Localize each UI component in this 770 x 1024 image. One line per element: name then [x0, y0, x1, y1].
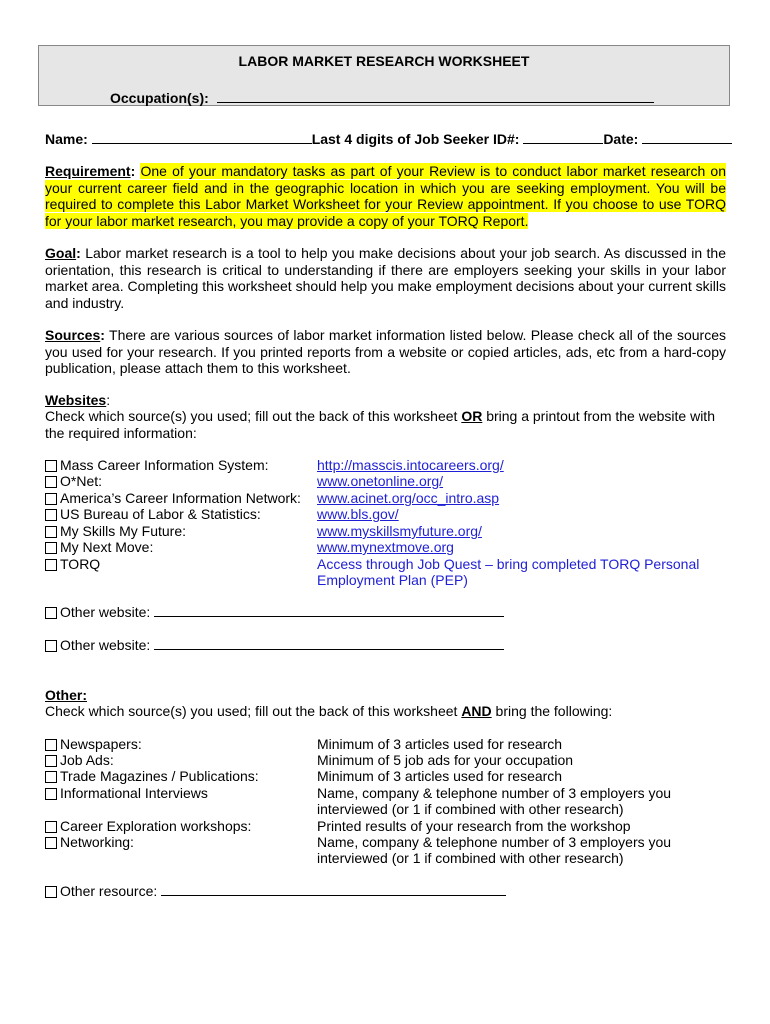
other-website-input-line[interactable]	[154, 637, 504, 650]
website-link[interactable]: www.acinet.org/occ_intro.asp	[317, 490, 500, 506]
goal-label: Goal	[45, 245, 77, 261]
job-seeker-id-input-line[interactable]	[523, 131, 603, 144]
checkbox[interactable]	[45, 837, 57, 849]
checkbox[interactable]	[45, 542, 57, 554]
checkbox[interactable]	[45, 526, 57, 538]
website-link[interactable]: www.myskillsmyfuture.org/	[317, 523, 482, 539]
requirement-text: One of your mandatory tasks as part of your Review is to conduct labor market research on your current career field and in the geographic location in which you are seeking employment. You will be required to complete this Labor Market Worksheet for your Review appointment. If you choose to use TORQ for your labor market research, you may provide a copy of your TORQ Report.	[45, 163, 726, 229]
checkbox[interactable]	[45, 493, 57, 505]
checkbox[interactable]	[45, 460, 57, 472]
other-website-input-line[interactable]	[154, 604, 504, 617]
other-resource-row: Other resource:	[45, 883, 506, 900]
checkbox[interactable]	[45, 886, 57, 898]
website-link[interactable]: http://masscis.intocareers.org/	[317, 457, 504, 473]
header-box	[38, 45, 730, 106]
checkbox[interactable]	[45, 821, 57, 833]
website-link[interactable]: www.bls.gov/	[317, 506, 399, 522]
goal-text: Labor market research is a tool to help you make decisions about your job search. As discussed in the orientation, this research is critical to understanding if there are employers seeking your skills in your labor market area. Completing this worksheet should help you make employment decisions about your current skills and industry.	[45, 245, 726, 311]
checkbox[interactable]	[45, 739, 57, 751]
website-link[interactable]: www.onetonline.org/	[317, 473, 444, 489]
identity-fields	[45, 131, 732, 148]
checkbox[interactable]	[45, 771, 57, 783]
torq-instruction: Access through Job Quest – bring completed TORQ Personal Employment Plan (PEP)	[317, 556, 700, 589]
checkbox[interactable]	[45, 509, 57, 521]
checkbox[interactable]	[45, 559, 57, 571]
other-resource-input-line[interactable]	[161, 883, 506, 896]
requirement-paragraph: Requirement: One of your mandatory tasks as part of your Review is to conduct labor market research on your current career field and in the geographic location in which you are seeking employment. You will be required to complete this Labor Market Worksheet for your Review appointment. If you choose to use TORQ for your labor market research, you may provide a copy of your TORQ Report.	[45, 163, 726, 229]
other-heading: Other:	[45, 687, 87, 703]
other-instruction: Check which source(s) you used; fill out the back of this worksheet AND bring the following:	[45, 703, 613, 719]
other-website-row-1: Other website:	[45, 604, 504, 621]
worksheet-title: LABOR MARKET RESEARCH WORKSHEET	[238, 53, 530, 69]
checkbox[interactable]	[45, 755, 57, 767]
sources-paragraph: Sources: There are various sources of labor market information listed below. Please check all of the sources you used for your research. If you printed reports from a website or copied articles, ads, etc from a hard-copy publication, please attach them to this worksheet.	[45, 327, 727, 376]
occupation-label: Occupation(s):	[110, 90, 209, 106]
sources-label: Sources	[45, 327, 101, 343]
date-label: Date:	[603, 131, 639, 147]
website-link[interactable]: www.mynextmove.org	[317, 539, 454, 555]
and-emphasis: AND	[461, 703, 492, 719]
job-seeker-id-label: Last 4 digits of Job Seeker ID#:	[311, 131, 520, 147]
websites-heading: Websites:	[45, 392, 111, 408]
occupation-input-line[interactable]	[217, 89, 654, 103]
checkbox[interactable]	[45, 607, 57, 619]
name-label: Name:	[45, 131, 88, 147]
checkbox[interactable]	[45, 788, 57, 800]
or-emphasis: OR	[461, 408, 483, 424]
websites-instruction: Check which source(s) you used; fill out the back of this worksheet OR bring a printout from the website with the required information:	[45, 408, 715, 441]
sources-text: There are various sources of labor market information listed below. Please check all of the sources you used for your research. If you printed reports from a website or copied articles, ads, etc from a hard-copy publication, please attach them to this worksheet.	[45, 327, 727, 376]
occupation-field	[110, 89, 654, 106]
other-website-row-2: Other website:	[45, 637, 504, 654]
name-input-line[interactable]	[92, 131, 312, 144]
checkbox[interactable]	[45, 476, 57, 488]
requirement-label: Requirement	[45, 163, 131, 179]
checkbox[interactable]	[45, 640, 57, 652]
date-input-line[interactable]	[642, 131, 732, 144]
goal-paragraph: Goal: Labor market research is a tool to help you make decisions about your job search. As discussed in the orientation, this research is critical to understanding if there are employers seeking your skills in your labor market area. Completing this worksheet should help you make employment decisions about your current skills and industry.	[45, 245, 726, 311]
